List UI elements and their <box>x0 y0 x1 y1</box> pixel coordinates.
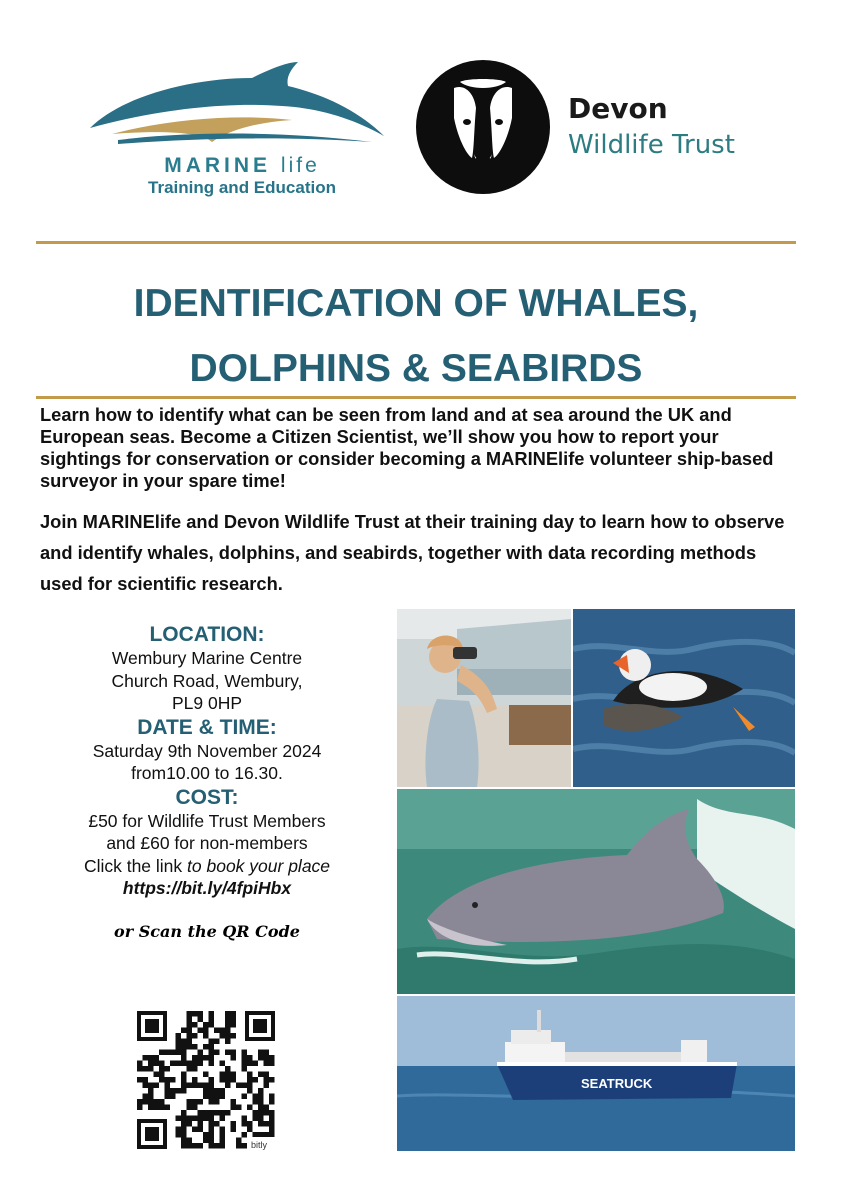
location-line-2: Church Road, Wembury, <box>111 670 303 691</box>
cost-members: £50 for Wildlife Trust Members <box>88 810 326 831</box>
location-line-3: PL9 0HP <box>171 693 243 713</box>
scan-qr-text: or Scan the QR Code <box>114 921 300 941</box>
event-details <box>40 622 374 941</box>
marinelife-logo <box>82 56 392 202</box>
qr-code[interactable] <box>135 1009 277 1151</box>
photo-seatruck-ferry <box>397 996 795 1151</box>
dwt-name-line2: Wildlife Trust <box>568 130 735 160</box>
booking-italic: to book your place <box>187 855 331 876</box>
date-line: Saturday 9th November 2024 <box>92 740 322 761</box>
time-line: from10.00 to 16.30. <box>131 763 283 783</box>
photo-puffin <box>573 609 795 787</box>
qr-code-graphic <box>135 1009 277 1151</box>
page-title-line1: IDENTIFICATION OF WHALES, <box>133 282 699 325</box>
datetime-heading: DATE & TIME: <box>137 715 277 739</box>
marinelife-word-light: life <box>280 154 320 177</box>
booking-link[interactable]: https://bit.ly/4fpiHbx <box>122 878 292 898</box>
marinelife-word-bold: MARINE <box>164 154 272 177</box>
booking-prefix: Click the link <box>83 855 188 876</box>
photo-collage <box>397 609 795 1151</box>
qr-caption: bitly <box>251 1140 268 1150</box>
top-divider <box>36 241 796 244</box>
marinelife-dolphin-emblem <box>82 56 392 156</box>
cost-heading: COST: <box>175 785 239 809</box>
dwt-name-line1: Devon <box>568 92 668 125</box>
badger-icon <box>414 58 552 196</box>
cost-nonmembers: and £60 for non-members <box>106 833 308 853</box>
intro-paragraph-2: Join MARINElife and Devon Wildlife Trust at their training day to learn how to observe and identify whales, dolphins, and seabirds, together with data recording methods used for scientific research. <box>40 511 785 594</box>
devon-wildlife-trust-logo <box>414 58 774 198</box>
intro-paragraph-1: Learn how to identify what can be seen from land and at sea around the UK and European seas. Become a Citizen Scientist, we’ll show you how to report your sightings for conservation or consider becoming a MARINElife volunteer ship-based surveyor in your spare time! <box>40 404 774 491</box>
marinelife-subtitle: Training and Education <box>148 178 336 197</box>
title-divider <box>36 396 796 399</box>
location-heading: LOCATION: <box>149 623 265 646</box>
qr-finder-bottom-left <box>137 1119 167 1149</box>
location-line-1: Wembury Marine Centre <box>111 648 303 668</box>
marinelife-wordmark <box>94 154 390 178</box>
photo-observer-with-binoculars <box>397 609 571 787</box>
booking-line <box>40 855 374 878</box>
ship-hull-text: SEATRUCK <box>581 1076 653 1091</box>
qr-finder-top-right <box>245 1011 275 1041</box>
page-title-line2: DOLPHINS & SEABIRDS <box>189 347 643 390</box>
qr-finder-top-left <box>137 1011 167 1041</box>
photo-dolphin <box>397 789 795 994</box>
